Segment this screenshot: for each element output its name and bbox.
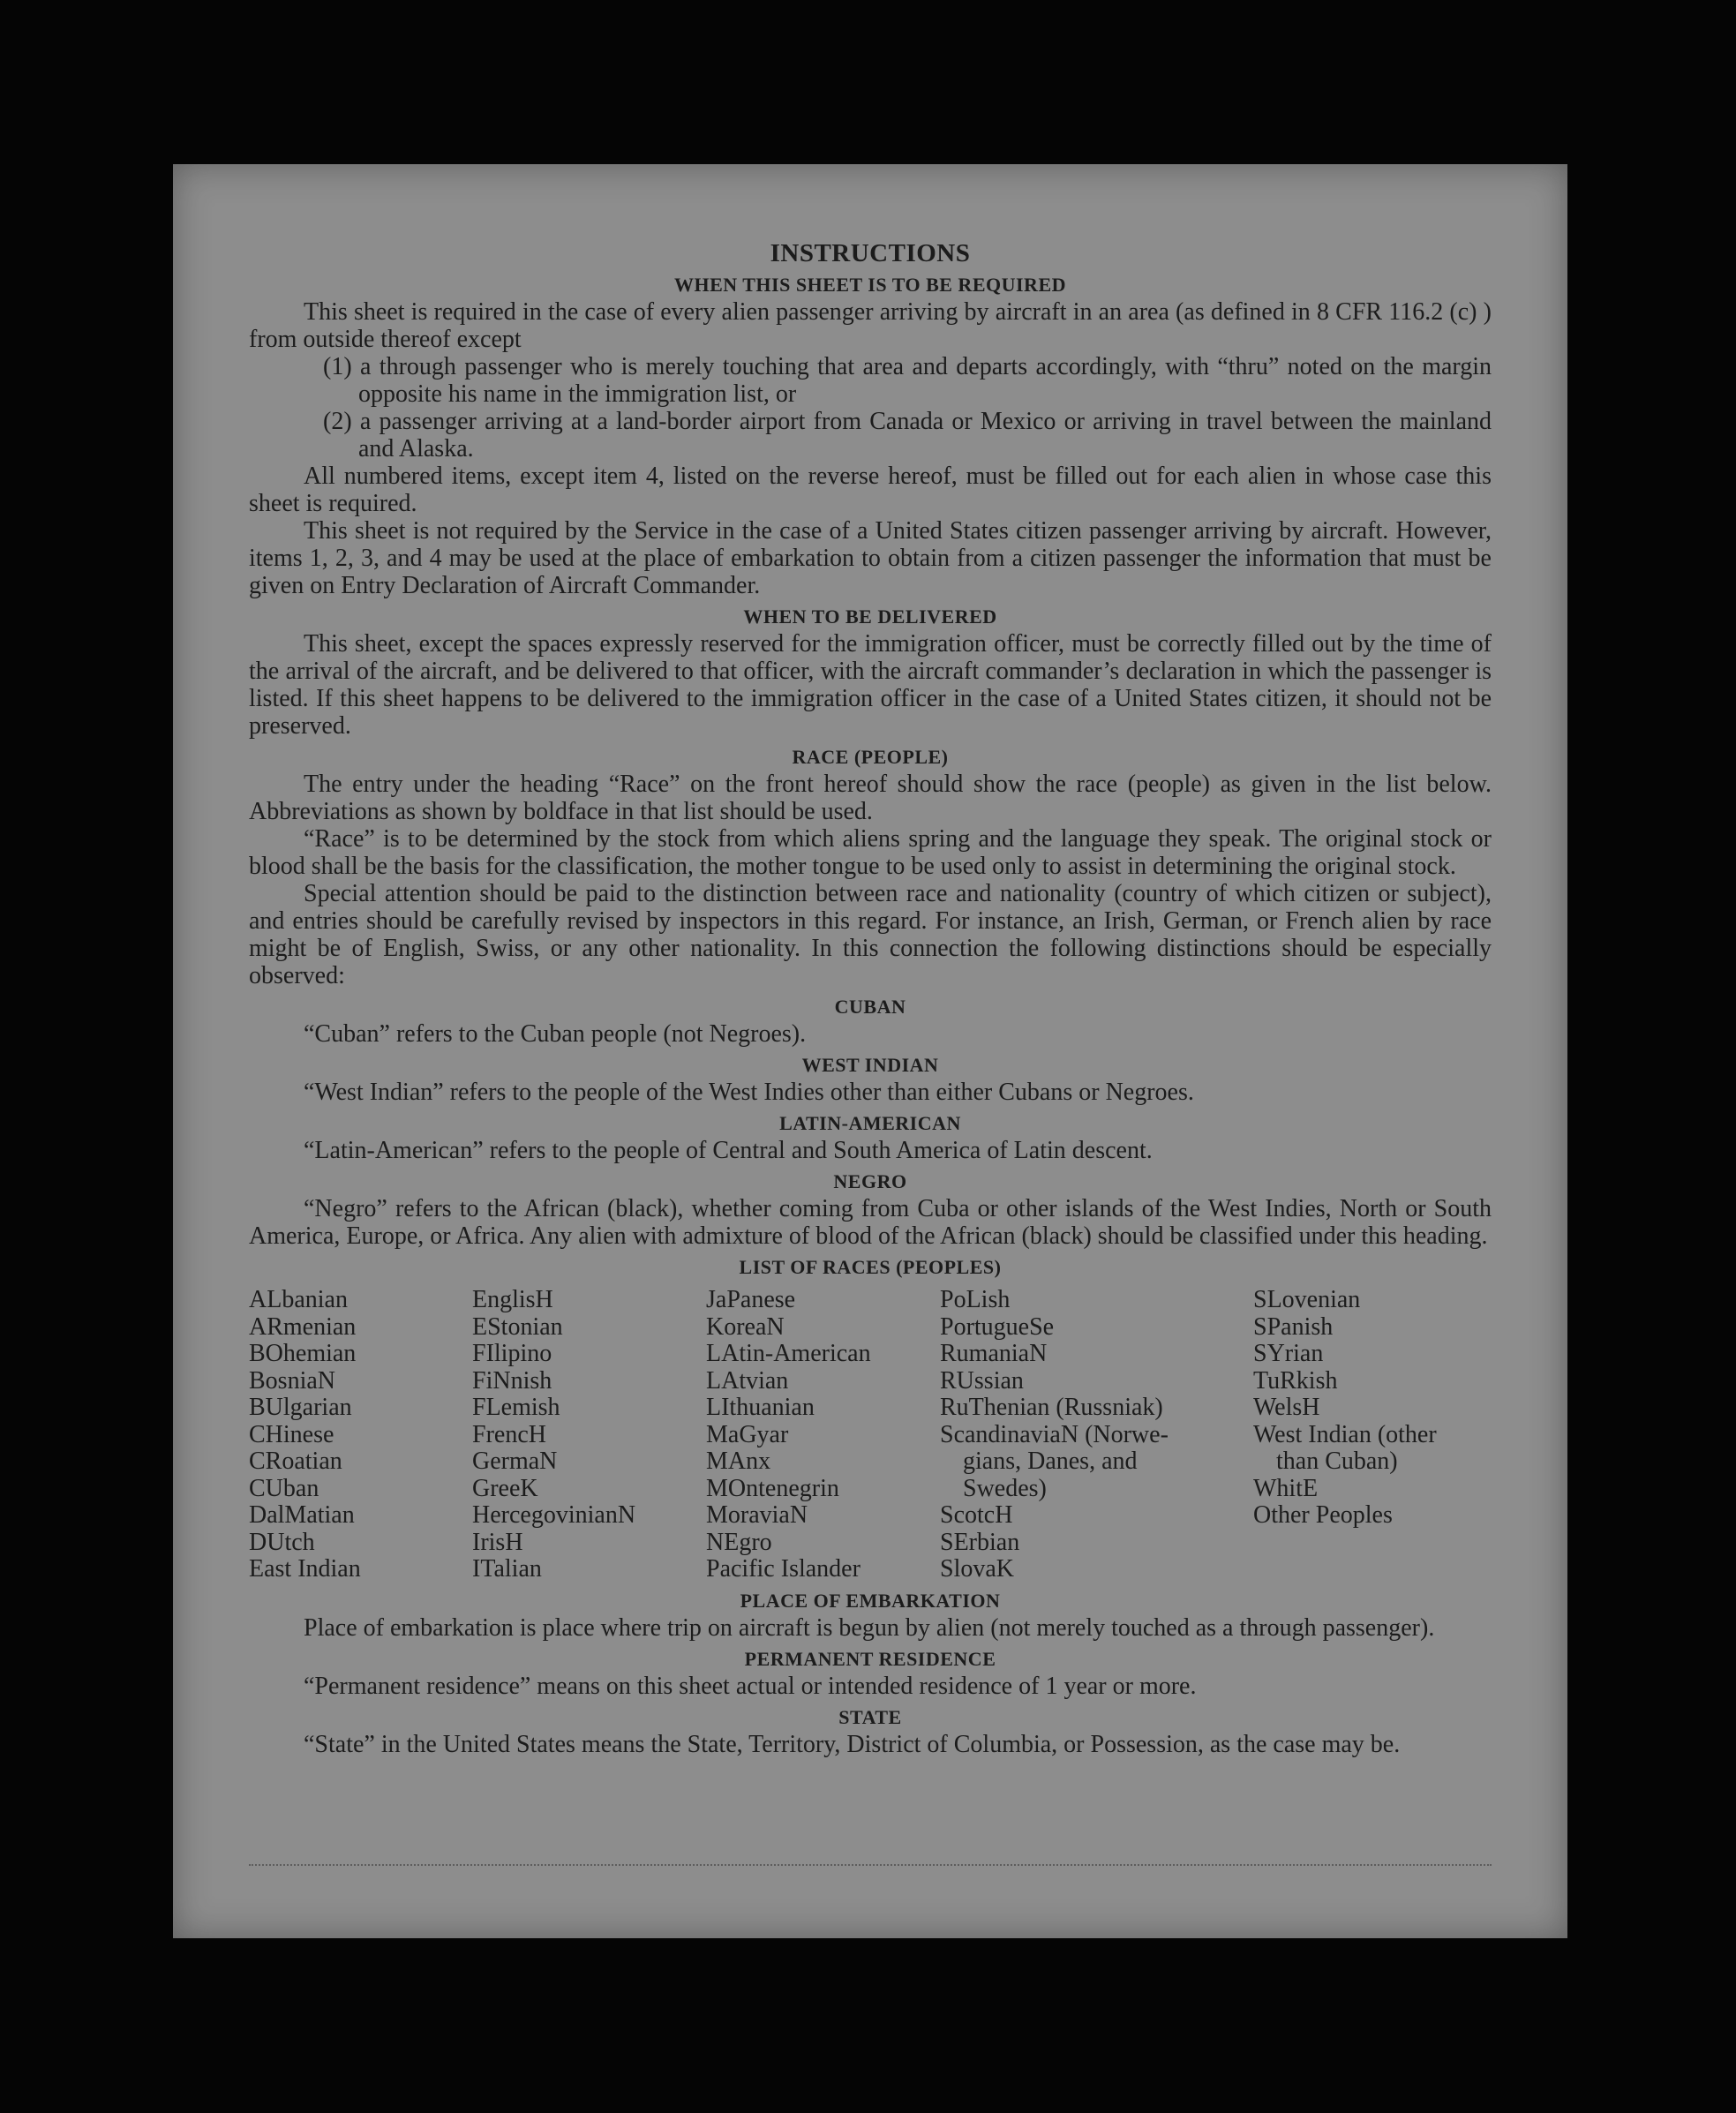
race-item: GreeK (472, 1474, 538, 1502)
race-column-3 (706, 1287, 937, 1583)
paragraph-required-3: This sheet is not required by the Service in the case of a United States citizen passenger arriving by aircraft. However, items 1, 2, 3, and 4 may be used at the place of embarkation to obtain from a citizen passenger the information that must be given on Entry Declaration of Aircraft Commander. (249, 517, 1492, 599)
race-item: West Indian (other (1253, 1420, 1437, 1448)
race-column-2 (472, 1287, 703, 1583)
bottom-dotted-rule (249, 1864, 1492, 1866)
race-item: LIthuanian (706, 1394, 815, 1421)
race-item: MoraviaN (706, 1501, 808, 1529)
race-item: FLemish (472, 1394, 560, 1421)
paragraph-required-2: All numbered items, except item 4, listed on the reverse hereof, must be filled out for each alien in whose case this sheet is required. (249, 462, 1492, 517)
heading-race: RACE (PEOPLE) (792, 746, 949, 768)
race-item: LAtvian (706, 1366, 789, 1395)
race-item: WelsH (1253, 1394, 1320, 1421)
race-item: East Indian (249, 1555, 361, 1583)
race-item: IrisH (472, 1528, 523, 1556)
race-item: SPanish (1253, 1312, 1334, 1341)
paragraph-west-indian: “West Indian” refers to the people of the West Indies other than either Cubans or Negroes. (304, 1079, 1194, 1106)
race-item: HercegovinianN (472, 1501, 636, 1529)
race-item: gians, Danes, and (963, 1448, 1138, 1475)
race-item: CUban (249, 1474, 319, 1502)
paragraph-negro: “Negro” refers to the African (black), whether coming from Cuba or other islands of the West Indies, North or South America, Europe, or Africa. Any alien with admixture of blood of the African (black) should be classified under this heading. (249, 1195, 1492, 1250)
race-item: WhitE (1253, 1474, 1319, 1502)
race-column-5 (1253, 1287, 1492, 1583)
heading-list-of-races: LIST OF RACES (PEOPLES) (739, 1256, 1002, 1278)
exception-item-1: (1) a through passenger who is merely touching that area and departs accordingly, with “thru” noted on the margin opposite his name in the immigration list, or (323, 353, 1492, 408)
race-item: DalMatian (249, 1501, 355, 1529)
heading-cuban: CUBAN (834, 996, 906, 1018)
race-item: ARmenian (249, 1312, 357, 1341)
race-item: TuRkish (1253, 1366, 1338, 1395)
race-item: SLovenian (1253, 1286, 1361, 1313)
race-column-1 (249, 1287, 470, 1583)
race-item: EnglisH (472, 1286, 553, 1313)
race-item: SlovaK (940, 1555, 1014, 1583)
race-item: RUssian (940, 1366, 1024, 1395)
race-list (249, 1287, 1492, 1583)
race-item: MAnx (706, 1448, 771, 1475)
heading-west-indian: WEST INDIAN (801, 1054, 939, 1076)
race-item: JaPanese (706, 1286, 796, 1313)
paragraph-permanent-residence: “Permanent residence” means on this sheet actual or intended residence of 1 year or more. (304, 1672, 1197, 1700)
race-item: FrencH (472, 1420, 546, 1448)
race-item: BUlgarian (249, 1394, 352, 1421)
race-item: BosniaN (249, 1366, 335, 1395)
paragraph-race-2: “Race” is to be determined by the stock from which aliens spring and the language they speak. The original stock or blood shall be the basis for the classification, the mother tongue to be used only to assist in determining the original stock. (249, 825, 1492, 880)
race-item: Swedes) (963, 1474, 1047, 1502)
paragraph-cuban: “Cuban” refers to the Cuban people (not Negroes). (304, 1020, 807, 1048)
race-item: Other Peoples (1253, 1501, 1393, 1529)
race-item: ScandinaviaN (Norwe- (940, 1420, 1169, 1448)
race-item: FiNnish (472, 1366, 552, 1395)
race-item: LAtin-American (706, 1340, 871, 1367)
race-item: CHinese (249, 1420, 334, 1448)
race-item: MaGyar (706, 1420, 789, 1448)
race-item: SErbian (940, 1528, 1020, 1556)
race-column-4 (940, 1287, 1251, 1583)
instructions-content (249, 240, 1492, 1758)
document-sheet (173, 164, 1567, 1938)
race-item: FIlipino (472, 1340, 552, 1367)
race-item: BOhemian (249, 1340, 357, 1367)
race-item: ITalian (472, 1555, 542, 1583)
exception-item-2: (2) a passenger arriving at a land-border airport from Canada or Mexico or arriving in travel between the mainland and Alaska. (323, 408, 1492, 462)
heading-permanent-residence: PERMANENT RESIDENCE (744, 1647, 996, 1670)
race-item: MOntenegrin (706, 1474, 839, 1502)
race-item: KoreaN (706, 1312, 785, 1341)
race-item: than Cuban) (1276, 1448, 1398, 1475)
race-item: RumaniaN (940, 1340, 1048, 1367)
race-item: NEgro (706, 1528, 772, 1556)
heading-state: STATE (838, 1705, 902, 1728)
paragraph-race-3: Special attention should be paid to the distinction between race and nationality (country of which citizen or subject), and entries should be carefully revised by inspectors in this regard. For instance, an Irish, German, or French alien by race might be of English, Swiss, or any other nationality. In this connection the following distinctions should be especially observed: (249, 880, 1492, 989)
paragraph-state: “State” in the United States means the State, Territory, District of Columbia, or Possession, as the case may be. (304, 1730, 1401, 1758)
race-item: DUtch (249, 1528, 315, 1556)
race-item: SYrian (1253, 1340, 1324, 1367)
race-item: GermaN (472, 1448, 558, 1475)
paragraph-race-1: The entry under the heading “Race” on the front hereof should show the race (people) as given in the list below. Abbreviations as shown by boldface in that list should be used. (249, 771, 1492, 825)
heading-when-required: WHEN THIS SHEET IS TO BE REQUIRED (673, 274, 1067, 296)
paragraph-required-1: This sheet is required in the case of every alien passenger arriving by aircraft in an area (as defined in 8 CFR 116.2 (c) ) from outside thereof except (249, 298, 1492, 353)
race-item: Pacific Islander (706, 1555, 860, 1583)
race-item: EStonian (472, 1312, 563, 1341)
race-item: ScotcH (940, 1501, 1013, 1529)
heading-latin-american: LATIN-AMERICAN (779, 1112, 961, 1134)
race-item: PortugueSe (940, 1312, 1055, 1341)
race-item: RuThenian (Russniak) (940, 1394, 1163, 1421)
race-item: ALbanian (249, 1286, 348, 1313)
paragraph-embarkation: Place of embarkation is place where trip on aircraft is begun by alien (not merely touched as a through passenger). (304, 1613, 1435, 1642)
page-title: INSTRUCTIONS (770, 239, 971, 267)
heading-negro: NEGRO (833, 1170, 907, 1192)
heading-embarkation: PLACE OF EMBARKATION (740, 1589, 1001, 1612)
race-item: CRoatian (249, 1448, 342, 1475)
race-item: PoLish (940, 1286, 1011, 1313)
heading-when-delivered: WHEN TO BE DELIVERED (743, 605, 997, 628)
paragraph-latin-american: “Latin-American” refers to the people of Central and South America of Latin descent. (304, 1137, 1153, 1164)
paragraph-delivered-1: This sheet, except the spaces expressly reserved for the immigration officer, must be correctly filled out by the time of the arrival of the aircraft, and be delivered to that officer, with the aircraft commander’s declaration in which the passenger is listed. If this sheet happens to be delivered to the immigration officer in the case of a United States citizen, it should not be preserved. (249, 630, 1492, 740)
